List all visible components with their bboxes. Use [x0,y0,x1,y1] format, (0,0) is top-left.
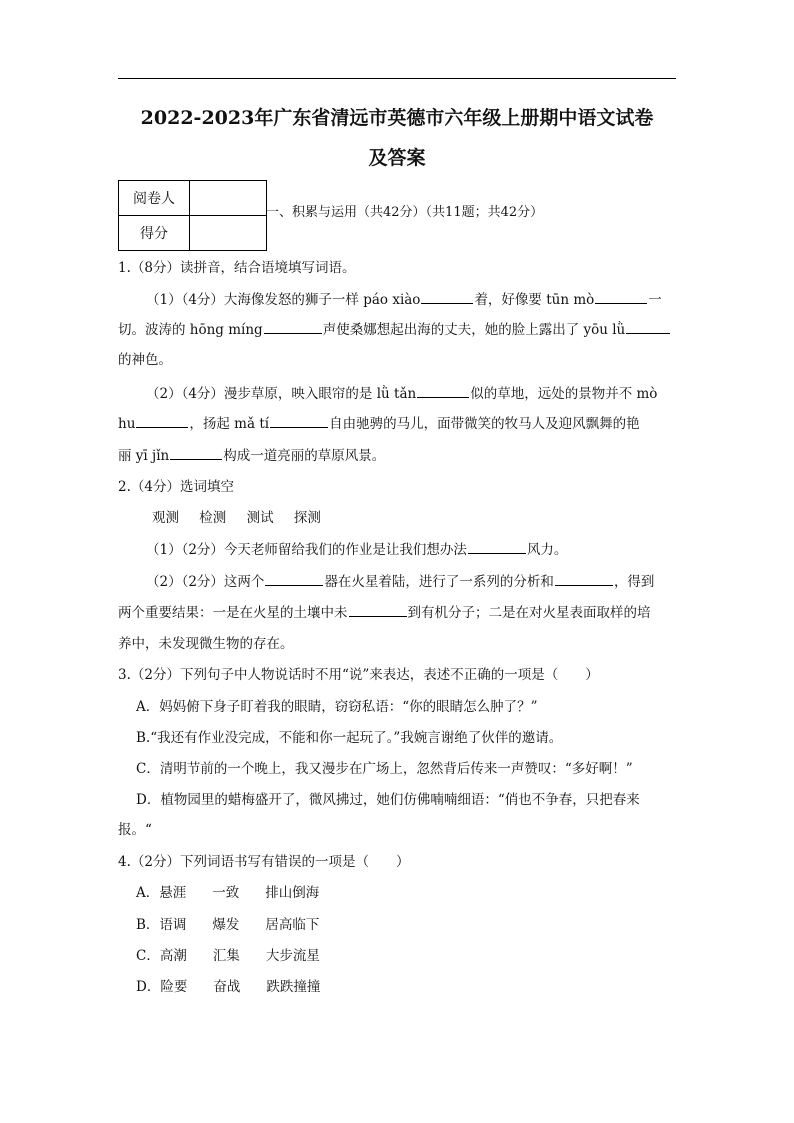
q1-part1-line2 [118,320,671,340]
option-word: 排山倒海 [265,885,320,901]
option-letter: D． [136,979,161,995]
q1-stem: 1.（8分）读拼音，结合语境填写词语。 [118,260,356,276]
answer-blank[interactable] [136,415,188,428]
q2-stem: 2.（4分）选词填空 [118,479,234,495]
page-title-continued: 及答案 [368,147,426,169]
q2-p2-text-c: ，得到 [613,574,655,590]
q1-part1-line3: 的神色。 [118,352,172,368]
reviewer-row [119,181,267,216]
q3-option-d-continued: 报。“ [118,822,152,838]
q2-p1-text-b: 风力。 [526,542,568,558]
q1-part1-line1 [146,290,662,310]
answer-blank[interactable] [595,291,647,304]
option-word: 语调 [159,917,187,933]
answer-blank[interactable] [417,385,469,398]
option-word: 高潮 [159,948,187,964]
q1-p2-text-f: 丽 yī jǐn [118,448,170,464]
q3-option-d[interactable]: D．植物园里的蜡梅盛开了，微风拂过，她们仿佛喃喃细语：“俏也不争春，只把春来 [136,792,640,808]
q2-p2-text-e: 到有机分子；二是在对火星表面取样的培 [407,605,651,621]
q2-p2-text-a: （2）（2分）这两个 [146,574,265,590]
answer-blank[interactable] [270,415,328,428]
answer-blank[interactable] [264,321,322,334]
option-word: 奋战 [213,979,241,995]
option-word: 一致 [212,885,240,901]
q1-p1-text-a: （1）（4分）大海像发怒的狮子一样 páo xiào [146,292,421,308]
page-title: 2022-2023年广东省清远市英德市六年级上册期中语文试卷 [140,107,654,129]
q4-option-d[interactable] [136,977,320,997]
option-word: 汇集 [212,948,240,964]
q1-p2-text-b: 似的草地，远处的景物并不 mò [470,386,658,402]
q4-option-b[interactable] [136,915,319,935]
q1-part2-line3 [118,446,385,466]
option-word: 险要 [160,979,188,995]
score-label: 得分 [119,216,190,251]
word-option: 观测 [152,510,179,526]
q1-p1-text-e: 声使桑娜想起出海的丈夫，她的脸上露出了 yōu lǜ [322,322,626,338]
reviewer-cell[interactable] [190,181,267,216]
answer-blank[interactable] [555,573,613,586]
answer-blank[interactable] [265,573,323,586]
option-word: 爆发 [212,917,240,933]
q2-p2-text-d: 两个重要结果：一是在火星的土壤中未 [118,605,348,621]
q2-part2-line3: 养中，未发现微生物的存在。 [118,636,294,652]
q2-p2-text-b: 器在火星着陆，进行了一系列的分析和 [324,574,554,590]
answer-blank[interactable] [349,604,407,617]
answer-blank[interactable] [421,291,473,304]
score-cell[interactable] [190,216,267,251]
option-letter: A． [136,885,160,901]
q3-stem: 3.（2分）下列句子中人物说话时不用“说”来表达，表述不正确的一项是（ ） [118,667,599,683]
word-option: 检测 [199,510,227,526]
option-word: 大步流星 [265,948,320,964]
word-option: 探测 [293,510,321,526]
word-option: 测试 [246,510,274,526]
reviewer-label: 阅卷人 [119,181,190,216]
q1-p1-text-b: 着，好像要 tūn mò [474,292,595,308]
q1-part2-line1 [146,384,657,404]
option-word: 居高临下 [265,917,320,933]
option-word: 跌跌撞撞 [266,979,321,995]
q3-option-b[interactable]: B.“我还有作业没完成，不能和你一起玩了。”我婉言谢绝了伙伴的邀请。 [136,730,563,746]
q3-option-a[interactable]: A．妈妈俯下身子盯着我的眼睛，窃窃私语：“你的眼睛怎么肿了？” [136,699,538,715]
answer-blank[interactable] [170,447,222,460]
q2-part2-line1 [146,572,654,592]
header-rule [118,78,676,79]
score-table [118,180,267,251]
q4-stem: 4.（2分）下列词语书写有错误的一项是（ ） [118,854,410,870]
q1-p2-text-g: 构成一道亮丽的草原风景。 [223,448,386,464]
q1-p1-text-c: 一 [648,292,662,308]
q1-p1-text-d: 切。波涛的 hōng míng [118,322,263,338]
answer-blank[interactable] [626,321,670,334]
section-heading: 一、积累与运用（共42分）（共11题；共42分） [266,205,544,220]
q1-p2-text-a: （2）（4分）漫步草原，映入眼帘的是 lǜ tǎn [146,386,417,402]
q1-p2-text-c: hu [118,416,136,432]
q2-part2-line2 [118,603,651,623]
q2-p1-text-a: （1）（2分）今天老师留给我们的作业是让我们想办法 [146,542,467,558]
q2-word-bank [152,508,337,528]
q1-p2-text-d: ，扬起 mǎ tí [189,416,270,432]
option-letter: B． [136,917,160,933]
q4-option-a[interactable] [136,883,319,903]
q1-p2-text-e: 自由驰骋的马儿，面带微笑的牧马人及迎风飘舞的艳 [329,416,640,432]
q3-option-c[interactable]: C．清明节前的一个晚上，我又漫步在广场上，忽然背后传来一声赞叹：“多好啊！” [136,761,633,777]
option-word: 悬涯 [159,885,187,901]
q2-part1 [146,540,567,560]
option-letter: C． [136,948,160,964]
score-row [119,216,267,251]
q1-part2-line2 [118,414,640,434]
answer-blank[interactable] [468,541,526,554]
q4-option-c[interactable] [136,946,320,966]
